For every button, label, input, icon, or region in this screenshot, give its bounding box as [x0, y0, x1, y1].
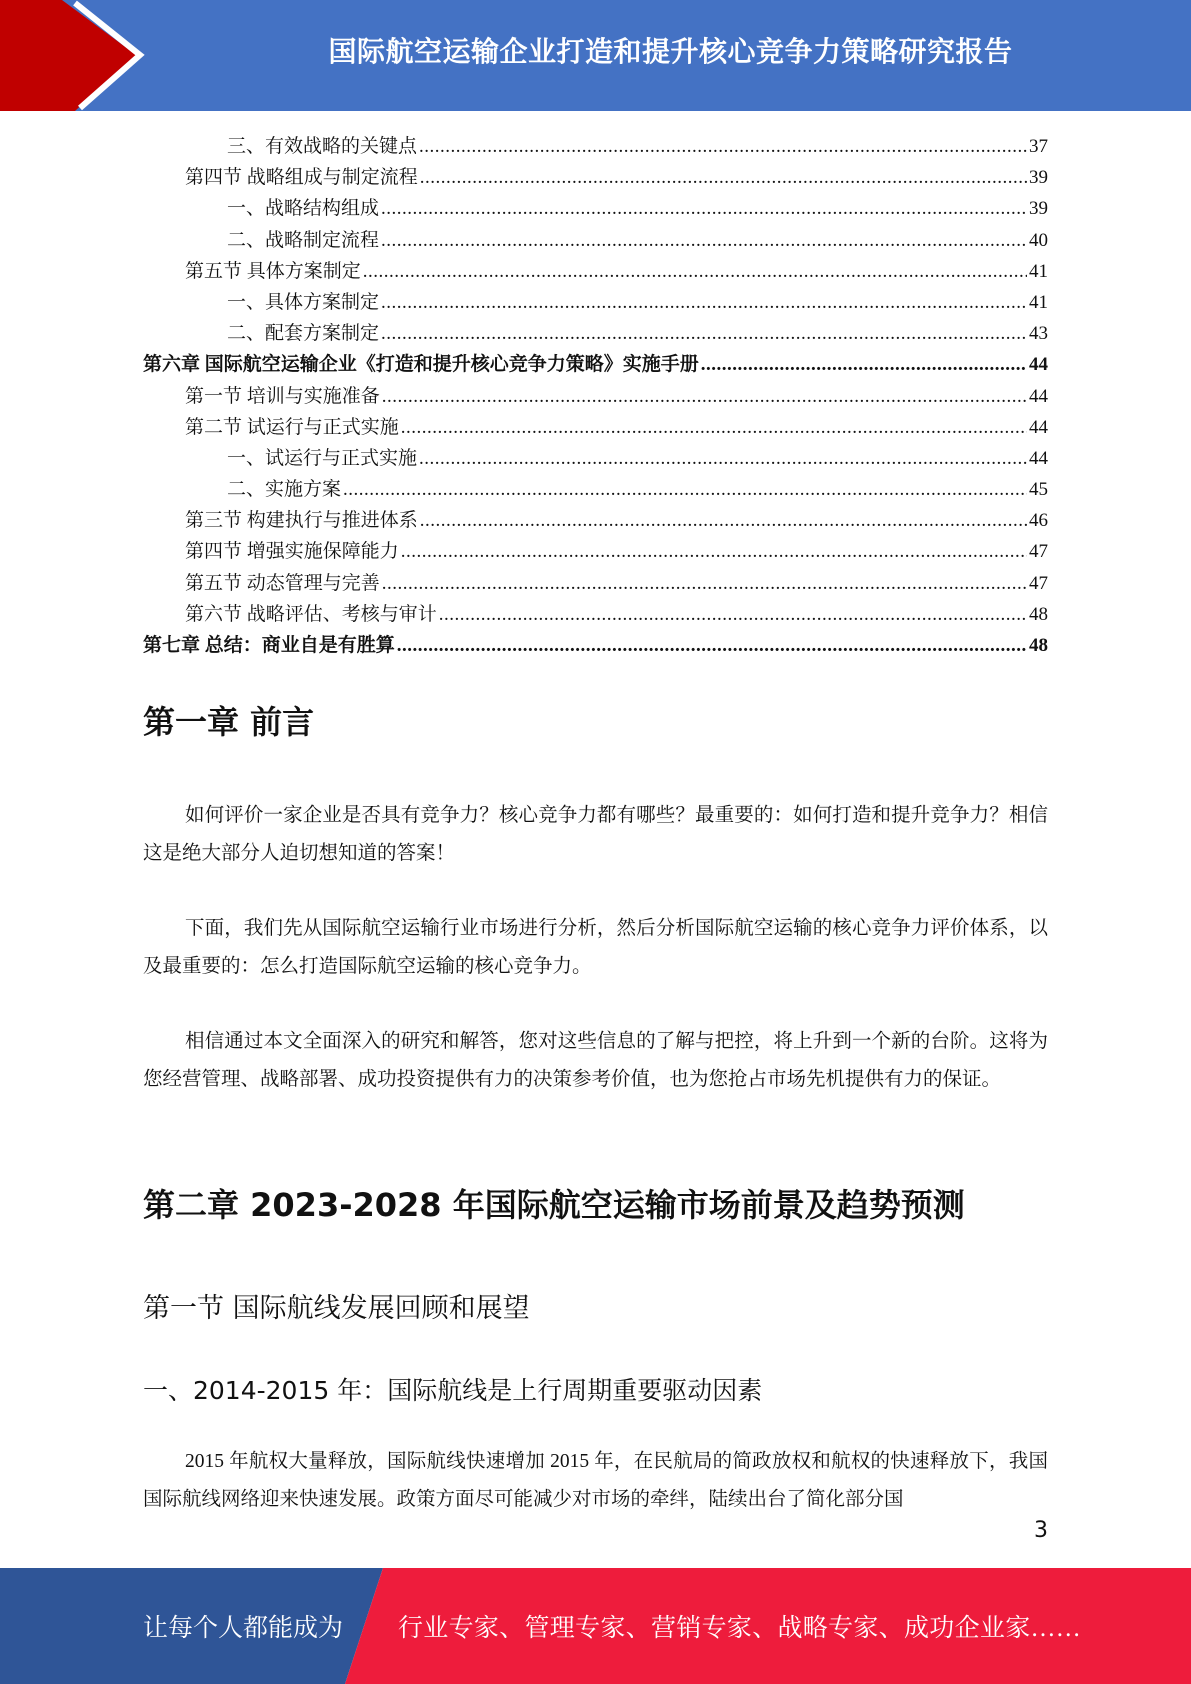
toc-entry[interactable] [143, 193, 1048, 224]
toc-entry-title: 二、配套方案制定 [227, 323, 380, 345]
toc-entry-title: 第六节 战略评估、考核与审计 [185, 603, 437, 625]
toc-entry[interactable] [143, 318, 1048, 349]
toc-leader-dots [363, 261, 1027, 283]
toc-entry-page: 46 [1029, 510, 1048, 532]
toc-entry-page: 44 [1029, 447, 1048, 469]
toc-entry-title: 第二节 试运行与正式实施 [185, 416, 399, 438]
report-title: 国际航空运输企业打造和提升核心竞争力策略研究报告 [328, 35, 1013, 68]
header-red-arrow [0, 0, 150, 111]
toc-entry[interactable] [143, 443, 1048, 474]
toc-entry-page: 41 [1029, 260, 1048, 282]
toc-entry-title: 一、试运行与正式实施 [227, 447, 418, 469]
toc-entry-title: 一、战略结构组成 [227, 198, 380, 220]
toc-leader-dots [382, 386, 1027, 408]
toc-entry[interactable] [143, 225, 1048, 256]
toc-entry[interactable] [143, 568, 1048, 599]
paragraph: 下面，我们先从国际航空运输行业市场进行分析，然后分析国际航空运输的核心竞争力评价体系，以及最重要的：怎么打造国际航空运输的核心竞争力。 [143, 918, 1048, 977]
toc-entry-title: 第一节 培训与实施准备 [185, 385, 380, 407]
toc-entry-title: 第四节 增强实施保障能力 [185, 541, 399, 563]
toc-leader-dots [381, 230, 1027, 252]
toc-leader-dots [420, 167, 1027, 189]
toc-entry-page: 44 [1029, 416, 1048, 438]
toc-entry-page: 41 [1029, 291, 1048, 313]
toc-entry-page: 44 [1029, 354, 1048, 376]
paragraph: 相信通过本文全面深入的研究和解答，您对这些信息的了解与把控，将上升到一个新的台阶。这将为您经营管理、战略部署、成功投资提供有力的决策参考价值，也为您抢占市场先机提供有力的保证。 [143, 1031, 1048, 1090]
section-title: 第一节 国际航线发展回顾和展望 [143, 1293, 530, 1324]
toc-entry[interactable] [143, 599, 1048, 630]
chapter-2-title: 第二章 2023-2028 年国际航空运输市场前景及趋势预测 [143, 1186, 965, 1224]
toc-entry[interactable] [143, 349, 1048, 380]
toc-leader-dots [381, 198, 1027, 220]
toc-leader-dots [401, 541, 1027, 563]
toc-entry-title: 第六章 国际航空运输企业《打造和提升核心竞争力策略》实施手册 [143, 354, 699, 376]
toc-entry-page: 39 [1029, 198, 1048, 220]
footer-slogan-left: 让每个人都能成为 [143, 1615, 344, 1642]
toc-entry-page: 48 [1029, 635, 1048, 656]
toc-entry-title: 二、实施方案 [227, 479, 342, 501]
toc-entry-page: 37 [1029, 136, 1048, 157]
toc-entry-title: 第五节 具体方案制定 [185, 260, 361, 282]
toc-entry-title: 第四节 战略组成与制定流程 [185, 167, 418, 189]
table-of-contents [143, 131, 1048, 661]
paragraph: 2015 年航权大量释放，国际航线快速增加 2015 年，在民航局的简政放权和航权的快速释放下，我国国际航线网络迎来快速发展。政策方面尽可能减少对市场的牵绊，陆续出台了简化部分国 [143, 1451, 1048, 1510]
toc-entry[interactable] [143, 505, 1048, 536]
toc-leader-dots [419, 448, 1027, 470]
toc-entry[interactable] [143, 630, 1048, 661]
toc-leader-dots [401, 417, 1027, 439]
toc-leader-dots [420, 510, 1027, 532]
toc-leader-dots [381, 323, 1027, 345]
toc-entry-title: 第三节 构建执行与推进体系 [185, 510, 418, 532]
toc-entry-page: 40 [1029, 229, 1048, 251]
toc-leader-dots [419, 136, 1027, 158]
toc-entry-title: 二、战略制定流程 [227, 229, 380, 251]
toc-entry-title: 第七章 总结：商业自是有胜算 [143, 635, 395, 656]
toc-entry-title: 一、具体方案制定 [227, 291, 380, 313]
paragraph: 如何评价一家企业是否具有竞争力？核心竞争力都有哪些？最重要的：如何打造和提升竞争力？相信这是绝大部分人迫切想知道的答案！ [143, 805, 1048, 864]
toc-entry-page: 44 [1029, 385, 1048, 407]
page-number: 3 [1034, 1518, 1048, 1543]
toc-entry-page: 48 [1029, 603, 1048, 625]
toc-entry-title: 三、有效战略的关键点 [227, 136, 418, 157]
toc-leader-dots [439, 604, 1027, 626]
subsection-title: 一、2014-2015 年：国际航线是上行周期重要驱动因素 [143, 1376, 763, 1405]
toc-entry[interactable] [143, 131, 1048, 162]
toc-leader-dots [381, 292, 1027, 314]
toc-leader-dots [382, 573, 1027, 595]
toc-entry[interactable] [143, 162, 1048, 193]
toc-entry-page: 43 [1029, 323, 1048, 345]
toc-leader-dots [397, 635, 1027, 657]
header-banner [0, 0, 1191, 111]
toc-entry[interactable] [143, 536, 1048, 567]
toc-entry[interactable] [143, 474, 1048, 505]
toc-leader-dots [701, 354, 1027, 376]
toc-entry-page: 47 [1029, 541, 1048, 563]
footer-slogan-right: 行业专家、管理专家、营销专家、战略专家、成功企业家…… [398, 1615, 1082, 1642]
toc-entry[interactable] [143, 256, 1048, 287]
toc-entry-page: 39 [1029, 167, 1048, 189]
chapter-1-title: 第一章 前言 [143, 703, 315, 741]
toc-entry-page: 47 [1029, 572, 1048, 594]
toc-entry[interactable] [143, 287, 1048, 318]
toc-entry[interactable] [143, 412, 1048, 443]
footer-banner [0, 1568, 1191, 1684]
toc-entry-title: 第五节 动态管理与完善 [185, 572, 380, 594]
toc-entry-page: 45 [1029, 479, 1048, 501]
toc-leader-dots [343, 479, 1027, 501]
toc-entry[interactable] [143, 381, 1048, 412]
